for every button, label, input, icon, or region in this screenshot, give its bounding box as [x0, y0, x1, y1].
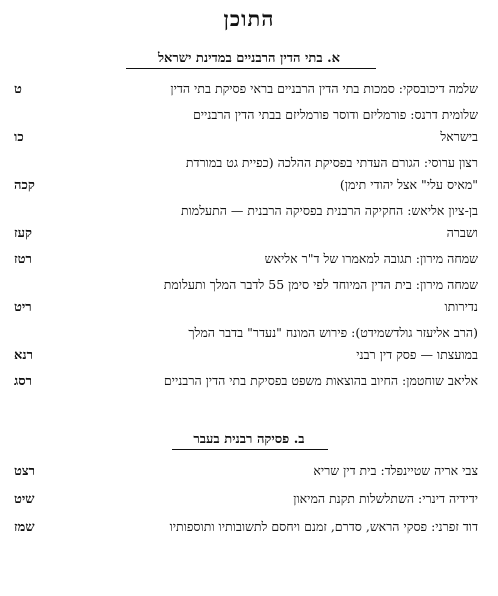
toc-page-number: שיט [14, 492, 35, 507]
toc-page-number: שמז [14, 520, 35, 535]
toc-entry-text: בישראל [440, 129, 478, 144]
toc-entry-line [14, 488, 478, 511]
toc-entry-text: דוד זפרני: פסקי הראש, סדרם, זמנם ויחסם לתשובותיו ותוספותיו [169, 519, 478, 534]
toc-entry-line [14, 344, 478, 367]
toc-entry [14, 152, 478, 197]
toc-entry [14, 274, 478, 319]
toc-page-number: קכה [14, 178, 35, 193]
toc-entry-text: שלמה דיכובסקי: סמכות בתי הדין הרבניים בראי פסיקת בתי הדין [170, 81, 478, 96]
toc-entry [14, 460, 478, 483]
toc-page-number: רסג [14, 374, 33, 389]
toc-page-number: ריט [14, 300, 32, 315]
toc-entry-line [14, 78, 478, 101]
toc-entry [14, 78, 478, 101]
section-a-heading: א. בתי הדין הרבניים במדינת ישראל [157, 51, 341, 66]
toc-entry-line [14, 174, 478, 197]
toc-entry-line [14, 222, 478, 245]
toc-entry-text: בן-ציון אליאש: החקיקה הרבנית בפסיקה הרבנית — התעלמות [180, 203, 478, 218]
toc-entry-text: נדירותו [444, 299, 478, 314]
toc-entry-line [14, 152, 478, 174]
toc-page-number: רטז [14, 252, 32, 267]
toc-page-number: רצט [14, 464, 36, 479]
toc-entry [14, 488, 478, 511]
toc-entry-text: "מאיס עלי" אצל יהודי תימן) [339, 177, 478, 192]
toc-entry-text: שמחה מירון: בית הדין המיוחד לפי סימן 55 לדבר המלך ותעלומת [163, 277, 478, 292]
toc-page-number: רנא [14, 348, 33, 363]
toc-entry-line [14, 322, 478, 344]
toc-entry-line [14, 296, 478, 319]
toc-entry-text: ידידיה דינרי: השתלשלות תקנת המיאון [293, 491, 478, 506]
toc-entry [14, 370, 478, 393]
toc-entry-text: צבי אריה שטיינפלד: בית דין שריא [313, 463, 478, 478]
toc-entry [14, 322, 478, 367]
toc-entry [14, 104, 478, 149]
toc-entry-line [14, 126, 478, 149]
section-b-heading: ב. פסיקה רבנית בעבר [193, 432, 305, 447]
toc-entry-text: רצון ערוסי: הגורם העדתי בפסיקת ההלכה (כפיית גט במורדת [185, 155, 478, 170]
toc-entry-line [14, 104, 478, 126]
toc-entry [14, 516, 478, 539]
toc-entry-text: ושברה [446, 225, 478, 240]
toc-entry-line [14, 370, 478, 393]
toc-entry-text: (הרב אליעזר גולדשמידט): פירוש המונח "נעדר" בדבר המלך [188, 325, 478, 340]
toc-page-number: קעז [14, 226, 32, 241]
toc-entry-text: שמחה מירון: תגובה למאמרו של ד"ר אליאש [264, 251, 478, 266]
section-a-underline [126, 68, 376, 69]
toc-entry-line [14, 516, 478, 539]
page-title: התוכן [223, 6, 275, 31]
toc-entry-line [14, 248, 478, 271]
toc-entry-line [14, 460, 478, 483]
toc-page-number: ט [14, 82, 22, 97]
toc-entry [14, 200, 478, 245]
toc-page-number: כו [14, 130, 24, 145]
toc-entry-text: שלומית דרנס: פורמליזם ודוסר פורמליזם בבתי הדין הרבניים [192, 107, 478, 122]
toc-entry-text: במועצתו — פסק דין רבני [356, 347, 478, 362]
toc-entry-line [14, 274, 478, 296]
toc-entry [14, 248, 478, 271]
section-b-underline [172, 449, 328, 450]
toc-entry-line [14, 200, 478, 222]
toc-entry-text: אליאב שוחטמן: החיוב בהוצאות משפט בפסיקת בתי הדין הרבניים [163, 373, 478, 388]
